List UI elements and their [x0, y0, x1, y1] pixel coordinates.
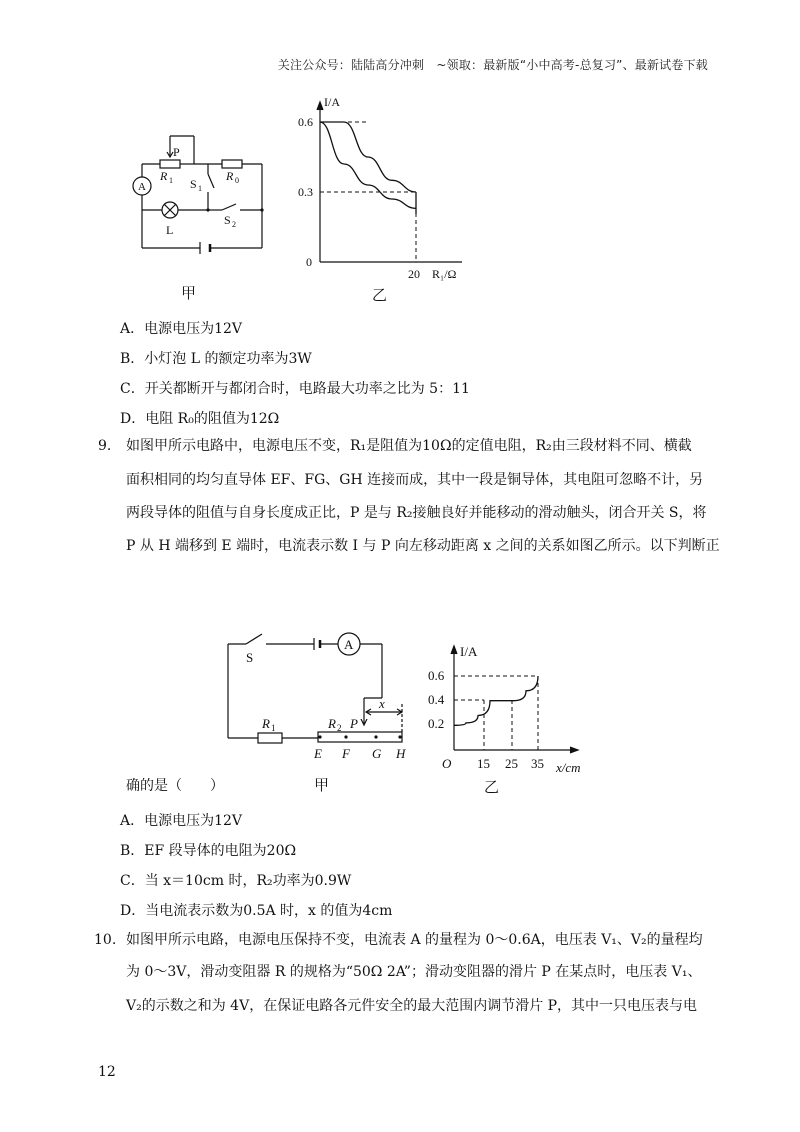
- q9-text-line: 如图甲所示电路中，电源电压不变，R₁是阻值为10Ω的定值电阻，R₂由三段材料不同、横截: [126, 438, 692, 454]
- graph1-xtick-20: 20: [408, 267, 420, 281]
- s2-sub: 2: [232, 220, 236, 229]
- graph2-xtick-15: 15: [477, 756, 490, 771]
- point-g-label: G: [372, 746, 382, 761]
- distance-x-label: x: [379, 696, 385, 711]
- slider-p-label-2: P: [350, 716, 358, 731]
- q9-option-d[interactable]: D．当电流表示数为0.5A 时，x 的值为4cm: [120, 903, 393, 919]
- r1-label-2: R: [262, 716, 270, 731]
- r1-label: R: [160, 169, 168, 183]
- q10-text-line: 如图甲所示电路，电源电压保持不变，电流表 A 的量程为 0～0.6A，电压表 V₁、V₂的量程均: [126, 932, 703, 948]
- q9-tail-text: 确的是（ ）: [126, 778, 224, 794]
- circuit-diagram-2: [218, 628, 418, 764]
- graph1-ytick-0.3: 0.3: [298, 185, 313, 199]
- q8-option-a[interactable]: A．电源电压为12V: [120, 321, 243, 337]
- circuit-diagram-1: [122, 128, 272, 260]
- graph2-origin: O: [442, 756, 452, 771]
- r2-label: R: [328, 716, 336, 731]
- q9-text-line: 两段导体的阻值与自身长度成正比，P 是与 R₂接触良好并能移动的滑动触头，闭合开关 S，将: [126, 505, 707, 521]
- s1-sub: 1: [198, 184, 202, 193]
- point-h-label: H: [396, 746, 406, 761]
- q8-option-b[interactable]: B．小灯泡 L 的额定功率为3W: [120, 351, 312, 367]
- point-e-label: E: [314, 746, 322, 761]
- q10-number: 10.: [94, 932, 117, 948]
- graph1-ytick-0.6: 0.6: [298, 115, 313, 129]
- q9-text-line: 面积相同的均匀直导体 EF、FG、GH 连接而成，其中一段是铜导体，其电阻可忽略不计，另: [126, 472, 704, 488]
- lamp-label: L: [166, 223, 174, 237]
- r1-sub-2: 1: [271, 723, 276, 733]
- q9-graph-caption: 乙: [484, 778, 500, 796]
- r1-sub: 1: [169, 176, 173, 185]
- r0-sub: 0: [235, 176, 239, 185]
- current-resistance-graph: [292, 92, 472, 282]
- current-distance-graph: [424, 640, 604, 780]
- graph2-xtick-35: 35: [531, 756, 544, 771]
- q8-option-d[interactable]: D．电阻 R₀的阻值为12Ω: [120, 411, 280, 427]
- graph2-ytick-0.2: 0.2: [428, 716, 445, 731]
- graph2-xtick-25: 25: [505, 756, 518, 771]
- q10-text-line: 为 0～3V，滑动变阻器 R 的规格为“50Ω 2A”；滑动变阻器的滑片 P 在某点时，电压表 V₁、: [126, 964, 702, 980]
- graph2-y-label: I/A: [460, 644, 478, 659]
- r2-sub: 2: [337, 723, 342, 733]
- point-f-label: F: [342, 746, 350, 761]
- figure1-graph-caption: 乙: [372, 286, 388, 304]
- q9-option-c[interactable]: C．当 x＝10cm 时，R₂功率为0.9W: [120, 873, 352, 889]
- slider-p-label: P: [173, 145, 180, 159]
- figure1-circuit-caption: 甲: [181, 284, 197, 302]
- s1-label: S: [190, 177, 197, 191]
- page-number: 12: [98, 1064, 116, 1080]
- q8-option-c[interactable]: C．开关都断开与都闭合时，电路最大功率之比为 5：11: [120, 381, 470, 397]
- q10-text-line: V₂的示数之和为 4V，在保证电路各元件安全的最大范围内调节滑片 P，其中一只电压表与电: [126, 998, 698, 1014]
- graph2-ytick-0.4: 0.4: [428, 692, 445, 707]
- q9-number: 9.: [98, 438, 112, 454]
- page-header: 关注公众号：陆陆高分冲刺 ~领取：最新版“小中高考-总复习”、最新试卷下载: [277, 58, 708, 72]
- ammeter-label: A: [138, 181, 146, 193]
- graph1-lower-curve: [320, 122, 416, 208]
- graph2-ytick-0.6: 0.6: [428, 668, 445, 683]
- graph1-x-label: R₁/Ω: [432, 267, 457, 281]
- r0-label: R: [226, 169, 234, 183]
- s2-label: S: [224, 213, 231, 227]
- ammeter-label-2: A: [344, 637, 354, 652]
- q9-circuit-caption: 甲: [314, 776, 330, 794]
- graph1-upper-curve: [320, 122, 416, 192]
- graph1-y-label: I/A: [324, 95, 340, 109]
- graph2-curve: [454, 676, 538, 725]
- q9-option-b[interactable]: B．EF 段导体的电阻为20Ω: [120, 843, 297, 859]
- q9-option-a[interactable]: A．电源电压为12V: [120, 813, 243, 829]
- graph2-x-label: x/cm: [556, 760, 581, 775]
- switch-s-label: S: [246, 650, 254, 665]
- q9-text-line: P 从 H 端移到 E 端时，电流表示数 I 与 P 向左移动距离 x 之间的关系如图乙所示。以下判断正: [126, 538, 720, 554]
- graph1-ytick-0: 0: [306, 255, 312, 269]
